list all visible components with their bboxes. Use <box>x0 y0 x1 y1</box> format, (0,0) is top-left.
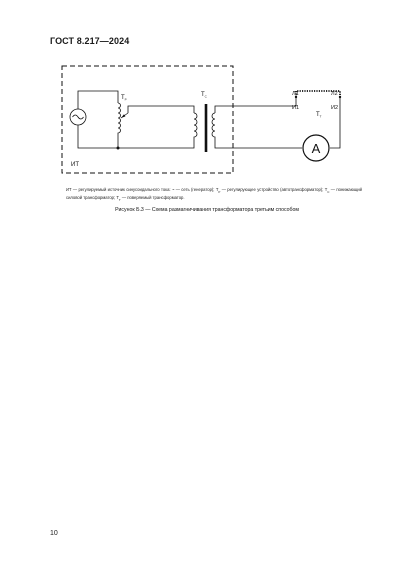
circuit-diagram <box>0 0 414 185</box>
ammeter-symbol: A <box>311 141 321 156</box>
label-source: ИТ <box>71 162 79 168</box>
label-terminal-i1: И1 <box>292 105 300 111</box>
ammeter-icon <box>303 135 329 161</box>
figure-legend: ИТ — регулируемый источник синусоидального тока: ~ — сеть (генератор); $Т_Р$ — регулирующее устройство (автотрансформатор); $Т_С$ — понижающий силовой трансформатор; $Т_Т$ — поверяемый трансформатор. <box>66 187 362 203</box>
source-top-wire <box>78 91 118 109</box>
power-transformer-secondary <box>212 113 215 141</box>
source-enclosure <box>62 66 233 173</box>
label-measured-transformer: $Т_Т$ <box>316 112 322 119</box>
ac-source-icon <box>70 109 86 125</box>
label-power-transformer: $Т_С$ <box>201 92 207 99</box>
figure-caption: Рисунок Б.3 — Схема размагничивания трансформатора третьим способом <box>115 207 299 213</box>
regulating-transformer-coil <box>118 103 121 135</box>
secondary-top-wire <box>215 97 296 113</box>
document-header: ГОСТ 8.217—2024 <box>50 36 130 46</box>
power-transformer-primary <box>194 113 197 141</box>
source-bottom-wire <box>78 125 186 148</box>
label-terminal-l1: Л1 <box>292 91 299 97</box>
secondary-bottom-wire <box>215 141 302 148</box>
label-regulating-transformer: $Т_Р$ <box>121 95 127 102</box>
label-terminal-l2: Л2 <box>331 91 338 97</box>
page-number: 10 <box>50 530 58 537</box>
label-terminal-i2: И2 <box>331 105 339 111</box>
